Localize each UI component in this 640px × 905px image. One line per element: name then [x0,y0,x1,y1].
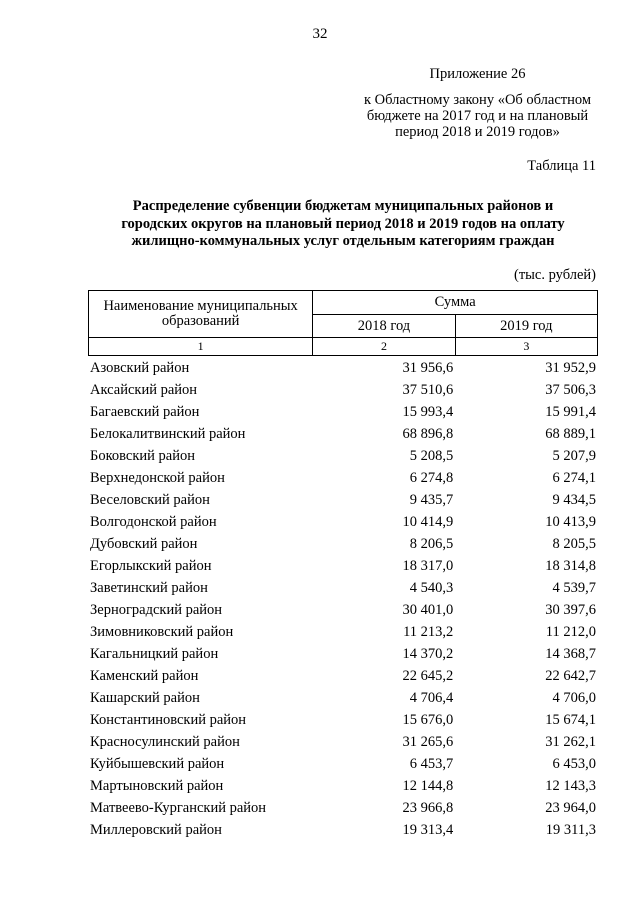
value-2018: 6 453,7 [409,756,454,772]
value-2019: 19 311,3 [545,822,596,838]
table-row [88,753,598,775]
value-2018: 14 370,2 [402,646,454,662]
data-table [88,357,598,841]
appendix-line: к Областному закону «Об областном [363,92,592,108]
table-row [88,599,598,621]
municipality-name: Верхнедонской район [90,470,225,486]
table-row [88,709,598,731]
value-2018: 11 213,2 [403,624,454,640]
value-2019: 14 368,7 [545,646,596,662]
value-2018: 19 313,4 [402,822,454,838]
appendix-line: бюджете на 2017 год и на плановый [366,108,589,124]
municipality-name: Мартыновский район [90,778,224,794]
value-2019: 31 262,1 [545,734,596,750]
appendix-block [340,66,615,140]
header-name-line: образований [161,313,240,329]
value-2019: 10 413,9 [545,514,596,530]
table-row [88,445,598,467]
title-line: жилищно-коммунальных услуг отдельным категориям граждан [131,233,555,249]
value-2018: 4 540,3 [409,580,454,596]
value-2018: 10 414,9 [402,514,454,530]
units-label: (тыс. рублей) [514,267,596,283]
value-2019: 4 539,7 [552,580,596,596]
municipality-name: Кагальницкий район [90,646,219,662]
table-row [88,511,598,533]
value-2018: 23 966,8 [402,800,454,816]
table-row [88,775,598,797]
data-table-body [88,357,598,841]
municipality-name: Азовский район [90,360,190,376]
value-2019: 11 212,0 [545,624,596,640]
table-row [88,797,598,819]
municipality-name: Матвеево-Курганский район [90,800,267,816]
value-2019: 68 889,1 [545,426,596,442]
header-year-2019: 2019 год [455,315,597,338]
value-2019: 8 205,5 [552,536,596,552]
value-2019: 18 314,8 [545,558,596,574]
header-sum-cell: Сумма [313,291,598,315]
municipality-name: Зерноградский район [90,602,223,618]
municipality-name: Багаевский район [90,404,200,420]
table-row [88,621,598,643]
value-2019: 6 274,1 [552,470,596,486]
municipality-name: Каменский район [90,668,199,684]
value-2018: 15 993,4 [402,404,454,420]
municipality-name: Миллеровский район [90,822,222,838]
municipality-name: Боковский район [90,448,195,464]
value-2019: 9 434,5 [552,492,596,508]
value-2018: 9 435,7 [409,492,454,508]
table-row [88,533,598,555]
value-2018: 68 896,8 [402,426,454,442]
municipality-name: Кашарский район [90,690,200,706]
table-row [88,819,598,841]
table-row [88,687,598,709]
municipality-name: Дубовский район [90,536,198,552]
table-label: Таблица 11 [527,158,596,174]
municipality-name: Зимовниковский район [90,624,234,640]
value-2019: 15 991,4 [545,404,596,420]
value-2019: 15 674,1 [545,712,596,728]
page-number: 32 [312,26,328,42]
header-year-2018: 2018 год [313,315,455,338]
column-number-1: 1 [89,338,313,356]
value-2018: 15 676,0 [402,712,454,728]
value-2018: 30 401,0 [402,602,454,618]
document-title [90,198,596,251]
value-2018: 31 265,6 [402,734,454,750]
table-row [88,555,598,577]
value-2019: 23 964,0 [545,800,596,816]
table-header [88,290,598,356]
appendix-line: период 2018 и 2019 годов» [395,124,560,140]
value-2019: 4 706,0 [552,690,596,706]
table-row [88,665,598,687]
municipality-name: Куйбышевский район [90,756,225,772]
value-2018: 4 706,4 [409,690,454,706]
value-2018: 22 645,2 [402,668,454,684]
value-2018: 8 206,5 [409,536,454,552]
value-2019: 37 506,3 [545,382,596,398]
municipality-name: Заветинский район [90,580,208,596]
value-2019: 22 642,7 [545,668,596,684]
header-name-cell [89,291,313,338]
value-2019: 6 453,0 [552,756,596,772]
value-2018: 18 317,0 [402,558,454,574]
value-2018: 12 144,8 [402,778,454,794]
column-number-2: 2 [313,338,455,356]
municipality-name: Константиновский район [90,712,247,728]
table-row [88,577,598,599]
title-line: городских округов на плановый период 2018 и 2019 годов на оплату [121,215,565,232]
table-row [88,379,598,401]
table-row [88,423,598,445]
table-row [88,731,598,753]
value-2018: 5 208,5 [409,448,454,464]
municipality-name: Веселовский район [90,492,210,508]
value-2018: 6 274,8 [409,470,454,486]
value-2019: 30 397,6 [545,602,596,618]
municipality-name: Волгодонской район [90,514,217,530]
municipality-name: Аксайский район [90,382,198,398]
table-row [88,643,598,665]
municipality-name: Красносулинский район [90,734,240,750]
table-row [88,489,598,511]
table-row [88,357,598,379]
appendix-title: Приложение 26 [429,66,526,82]
municipality-name: Егорлыкский район [90,558,212,574]
value-2018: 31 956,6 [402,360,454,376]
title-line: Распределение субвенции бюджетам муниципальных районов и [132,198,554,214]
municipality-name: Белокалитвинский район [90,426,246,442]
value-2018: 37 510,6 [402,382,454,398]
table-row [88,467,598,489]
value-2019: 5 207,9 [552,448,596,464]
value-2019: 12 143,3 [545,778,596,794]
header-name-line: Наименование муниципальных [103,298,298,314]
table-row [88,401,598,423]
column-number-3: 3 [455,338,597,356]
value-2019: 31 952,9 [545,360,596,376]
